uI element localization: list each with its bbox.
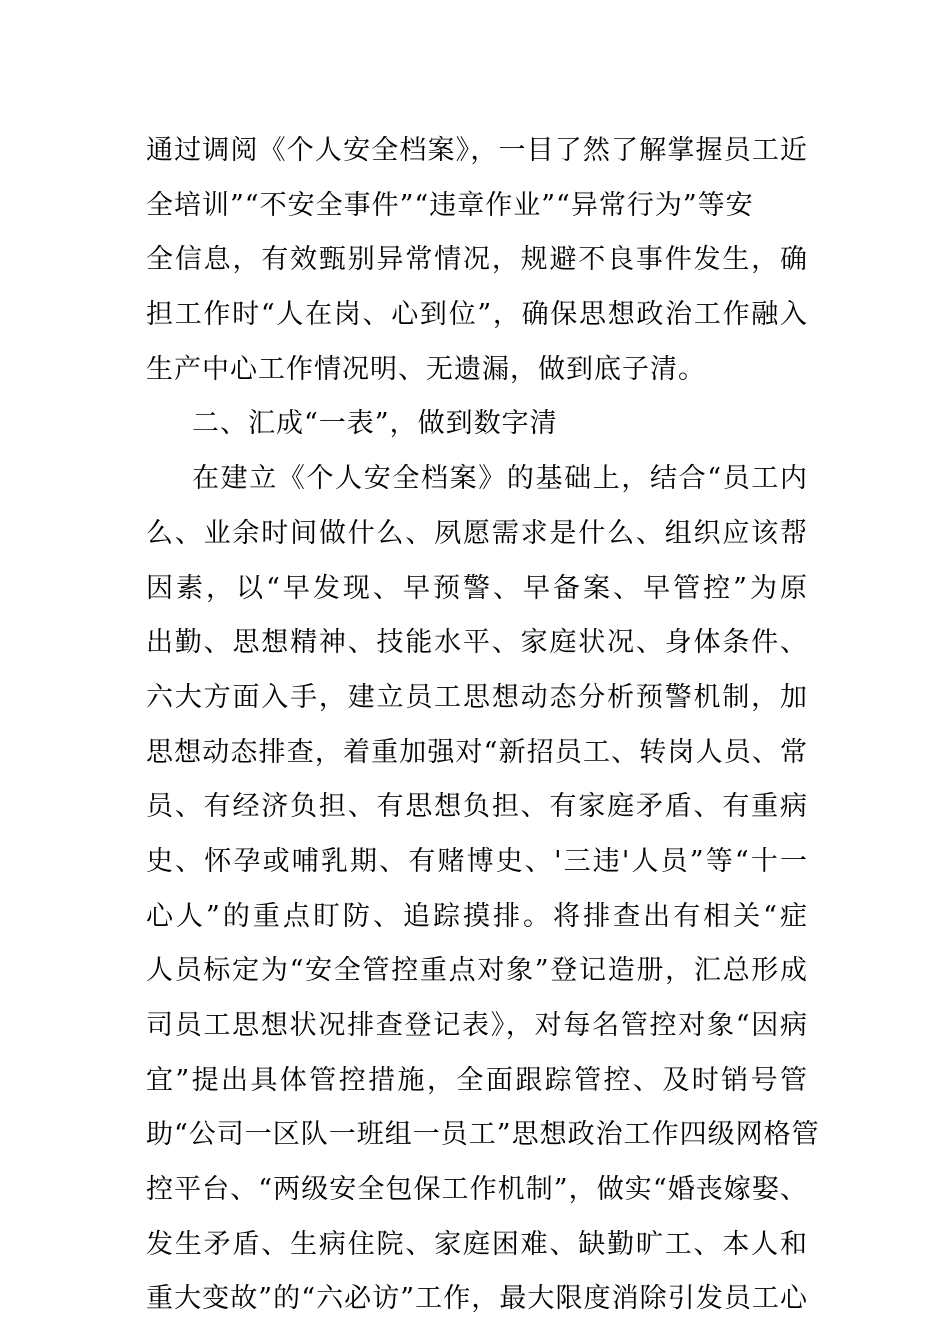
text-line: 心人”的重点盯防、追踪摸排。将排查出有相关“症 [146, 900, 808, 932]
text-line: 出勤、思想精神、技能水平、家庭状况、身体条件、 [146, 627, 808, 659]
text-line: 发生矛盾、生病住院、家庭困难、缺勤旷工、本人和 [146, 1228, 808, 1260]
text-line: 控平台、“两级安全包保工作机制”，做实“婚丧嫁娶、 [146, 1174, 808, 1206]
section-heading: 二、汇成“一表”，做到数字清 [192, 408, 558, 440]
text-line: 人员标定为“安全管控重点对象”登记造册，汇总形成 [146, 955, 808, 987]
text-line: 史、怀孕或哺乳期、有赌博史、'三违'人员”等“十一 [146, 845, 808, 877]
text-line: 因素，以“早发现、早预警、早备案、早管控”为原 [146, 572, 808, 604]
text-line: 生产中心工作情况明、无遗漏，做到底子清。 [146, 353, 706, 385]
text-line: 担工作时“人在岗、心到位”，确保思想政治工作融入 [146, 299, 808, 331]
text-line: 思想动态排查，着重加强对“新招员工、转岗人员、常 [146, 736, 808, 768]
text-line: 司员工思想状况排查登记表》，对每名管控对象“因病 [146, 1010, 808, 1041]
text-line: 宜”提出具体管控措施，全面跟踪管控、及时销号管 [146, 1064, 808, 1096]
text-line: 助“公司一区队一班组一员工”思想政治工作四级网格管 [146, 1119, 820, 1151]
text-line: 全信息，有效甄别异常情况，规避不良事件发生，确 [146, 244, 808, 276]
text-line: 通过调阅《个人安全档案》，一目了然了解掌握员工近 [146, 135, 808, 166]
body-text [146, 124, 820, 1327]
text-line: 在建立《个人安全档案》的基础上，结合“员工内 [192, 463, 808, 495]
text-line: 重大变故”的“六必访”工作，最大限度消除引发员工心 [146, 1283, 808, 1315]
text-line: 六大方面入手，建立员工思想动态分析预警机制，加 [146, 681, 808, 713]
text-line: 么、业余时间做什么、夙愿需求是什么、组织应该帮 [146, 517, 808, 549]
text-line: 全培训”“不安全事件”“违章作业”“异常行为”等安 [146, 189, 754, 221]
text-line: 员、有经济负担、有思想负担、有家庭矛盾、有重病 [146, 791, 808, 823]
